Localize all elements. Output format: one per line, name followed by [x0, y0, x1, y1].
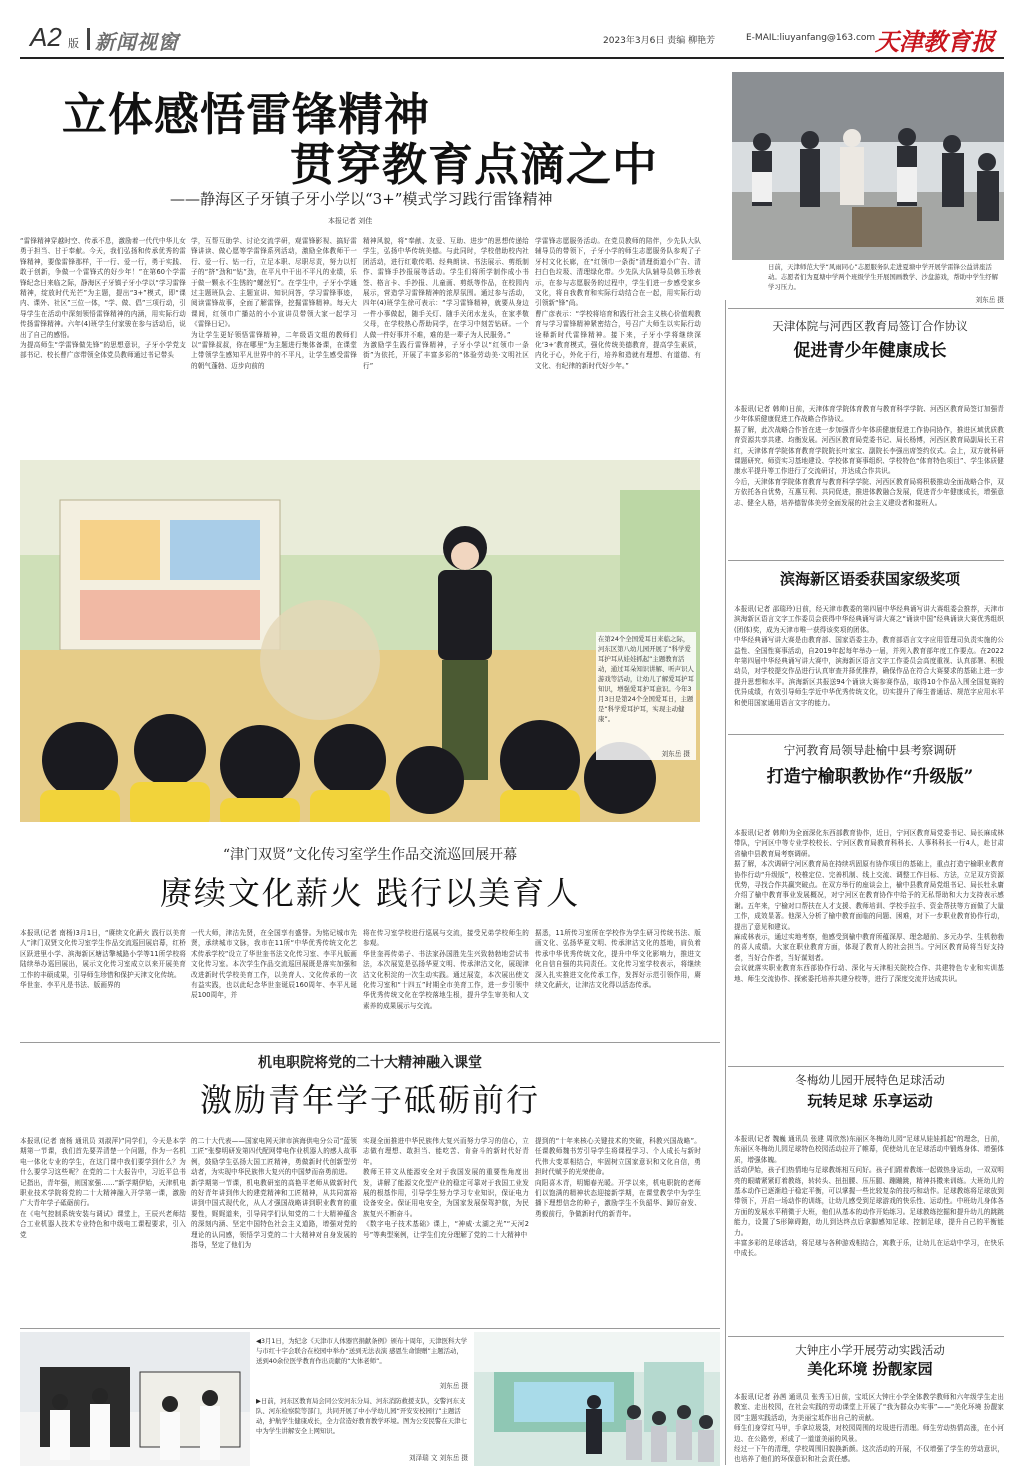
volunteer-photo-caption: 日前，天津师范大学“风雨同心”志愿服务队走进夏塘中学开展学雷锋公益讲座活动。志愿者们为夏塘中学两个班级学生开展国画教学、沙盘游戏，帮助中学生纾解学习压力。 [768, 263, 999, 291]
lead-col-4: 学雷锋志愿服务活动。在党员教师的陪伴，少先队大队辅导员的带领下，子牙小学的师生志愿服务队参观了子牙村文化长廊，在“红领巾一条街”清理街道小广告、清扫白色垃圾、清理绿化带。少先队大队辅导员韩玉珍表示，在参与志愿服务的过程中，学生们进一步感受家乡文化，将自我教育和实际行动结合在一起，用实际行动引领新“锋”尚。 曹广彦表示：“学校将培育和践行社会主义核心价值观教育与学习雷锋精神紧密结合，号召广大师生以实际行动诠释新时代雷锋精神。接下来，子牙小学将继续深化‘3+’教育模式，强化传统美德教育，提高学生素质，内化于心，外化于行，培养和造就有理想、有道德、有文化、有纪律的新时代好少年。” [535, 237, 701, 370]
masthead-rule [20, 57, 1004, 59]
right-rule-4 [728, 1066, 1004, 1067]
lead-title-2: 贯穿教育点滴之中 [290, 138, 659, 191]
right-rule-5 [728, 1336, 1004, 1337]
story2-title: 赓续文化薪火 践行以美育人 [159, 874, 581, 912]
right2-title: 滨海新区语委获国家级奖项 [779, 570, 960, 588]
medical-ceremony-photo [20, 1332, 250, 1466]
story3-title: 激励青年学子砥砺前行 [199, 1081, 540, 1119]
story2-col-3: 将在传习室学校进行巡展与交流，接受兄弟学校师生的参观。 华世奎再传弟子、书法家孙国胜先生兴致勃勃地尝试书法，本次展览是弘扬华夏文明、传承津沽文化，展现津沽文化积淀的一次生动实践。通过展览，本次展出使文化传习室和“十四五”时期全市美育工作，进一步引领中华优秀传统文化在学校落地生根，提升学生审美和人文素养的成果展示与交流。 [363, 929, 529, 1010]
section-marker [87, 28, 90, 50]
story2-col-1: 本报讯(记者 南杨)3月1日，“赓续文化薪火 践行以美育人”津门双贤文化传习室学生作品交流巡回展启幕，红桥区跃进里小学、滨海新区塘沽擎城路小学等11所学校将陆续举办巡回展出，展示文化传习室成立以来开展美育工作的丰硕成果，引导师生珍惜和保护天津文化传统。 华世奎、李平凡是书法、版画界的 [20, 929, 186, 990]
right5-title: 美化环境 扮靓家园 [807, 1360, 933, 1378]
story2-kicker: “津门双贤”文化传习室学生作品交流巡回展开幕 [222, 847, 518, 863]
right4-kicker: 冬梅幼儿园开展特色足球活动 [795, 1073, 945, 1087]
story3-col-2: 的二十大代表——国家电网天津市滨海供电分公司“蓝领工匠”张黎明研发第四代配网带电作业机器人的感人故事例，鼓励学生弘扬大国工匠精神，勇做新时代创新型劳动者，为实现中华民族伟大复兴的中国梦而奋勇前进。 新学期第一节课，机电教研室的高艳平老师从做新时代的好青年讲到伟大的建党精神和工匠精神，从共同富裕讲到中国式现代化，从人才强国战略讲到职业教育的重要性，娓娓道来，引导同学们认知党的二十大精神蕴含的深刻内涵、坚定中国特色社会主义道路，增强对党的理论的认同感，领悟学习党的二十大精神对自身发展的指导，坚定了他们为 [191, 1137, 357, 1250]
safety-education-caption: ▶日前，河东区教育局会同公安河东分局、河东消防救援支队，交警河东支队、河东检察院等部门，共同开展了中小学幼儿园“开安安校园行”主题活动，护航学生健康成长，全力营造好教育教学环境。图为公安民警在天津七中为学生讲解安全上网知识。 [256, 1397, 467, 1435]
story3-col-4: 提到的“十年来核心关键技术的突破，科教兴国战略”。任课教师魏书芳引导学生将课程学习、个人成长与新时代伟大变革相结合，牢固树立国家意识和文化自信，勇担时代赋予的光荣使命。 向阳喜木青，明媚春光暖。开学以来，机电职院的老师们以饱满的精神状态迎接新学期，在课堂教学中为学生播下理想信念的种子，激励学生不负韶华、踔厉奋发、勇毅前行，争做新时代的新青年。 [535, 1137, 701, 1218]
right3-body: 本报讯(记者 韩帅)为全面深化东西部教育协作，近日，宁河区教育局党委书记、局长麻成林带队，宁河区中等专业学校校长、宁河区教育局教育科科长、人事科科长一行4人，赴甘肃省榆中县教育局考察调研。 据了解，本次调研宁河区教育局在持续巩固原有协作项目的基础上，重点打造宁榆职业教育协作行动“升级版”，校椎定位、完善机制、线上交流、调整工作目标、方法，立足双方资源优势，寻找合作共赢突破点。在双方举行的座谈会上，榆中县教育局党组书记、局长牡永庸介绍了榆中教育事业发展概况，对宁河区在教育协作中给予的无私帮助和大力支持表示感谢。五年来，宁榆对口帮扶在人才支援、教师培训、学校手拉手、资金帮扶等方面做了大量工作，成效显著。他深入分析了榆中教育面临的问题、困难，对下一步职业教育协作行动，提出了意见和建议。 麻成林表示，通过实地考察，他感受到榆中教育所蕴深厚、理念超前、多元办学、生机勃勃的喜人成绩。大家在职业教育方面，体现了教育人的社会担当。宁河区教育局将当好支持者，当好合作者，当好谋划者。 会议就落实职业教育东西部协作行动、深化与天津相关院校合作、共建特色专业和实训基地、师生交流协作、探索委托培养共建分校等，进行了深度交流并达成共识。 [734, 829, 1004, 983]
right-column-divider [725, 300, 726, 1465]
masthead [0, 0, 1024, 60]
story3-kicker: 机电职院将党的二十大精神融入课堂 [258, 1055, 482, 1071]
bottom-rule [20, 1328, 720, 1329]
page-number: A2 [30, 22, 62, 52]
right4-body: 本报讯(记者 魏巍 通讯员 张建 周欣然)东丽区冬梅幼儿园“足球从娃娃抓起”的理念，日前，东丽区冬梅幼儿园足球特色校园活动拉开了帷幕，促使幼儿在足球活动中锻炼身体、增强体质，增强体魄。 活动伊始，孩子们热情地与足球教练相互问好。孩子们跟着教练一起做热身运动，一双双明亮的眼睛紧紧盯着教练，转转头、扭扭腰、压压腿、蹦蹦跳，精神抖擞来训练。大班幼儿的基本动作已逐渐趋于稳定平衡，可以掌握一些比较复杂的技巧和动作。足球教练将足球放到带领下，开启一场动作的训练，让幼儿感受到足球游戏的快乐性、运动性。中班幼儿身体各方面的发展水平稍微于大班，他们从基本的动作开始练习。足球教练挖掘和提升幼儿的跳跳能力，设置了S形障碍跑，幼儿到达终点后拿脚感知足球、控制足球，提升自己的平衡能力。 丰富多彩的足球活动，将足球与各种游戏相结合，寓教于乐，让幼儿在运动中学习，在快乐中成长。 [734, 1135, 1004, 1258]
lead-byline: 本报记者 刘佳 [328, 217, 373, 225]
right5-body: 本报讯(记者 孙茜 通讯员 张秀玉)日前，宝坻区大钟庄小学全体教学教师和六年级学生走出教室、走出校园，在社会实践的劳动课堂上开展了“我为群众办实事”——“美化环境 扮靓家园”主题实践活动，为美丽宝坻作出自己的贡献。 师生们身穿红马甲，手拿垃圾袋，对校园周围的垃圾进行清理。师生劳动热情高涨，在小河边、在公路旁，形成了一道道美丽的风景。 经过一下午的清理，学校周围旧貌换新颜。这次活动的开展，不仅增强了学生的劳动意识，也培养了他们的环保意识和社会责任感。 [734, 1393, 1004, 1464]
right1-body: 本报讯(记者 韩帅)日前，天津体育学院体育教育与教育科学学院、河西区教育局签订加强青少年体质健康促进工作战略合作协议。 据了解，此次战略合作旨在进一步加强青少年体质健康促进工作协同协作，推进区域优质教育资源共享共建、均衡发展。河西区教育局党委书记、局长杨博，河西区教育局副局长王君红，天津体育学院体育教育学院院长叶家宝、副院长李强出席签约仪式。会上，双方就科研课题研究、师资实习基地建设、学校体育赛事组织、学校特色“体育特色项目”、学生体质健康水平提升等工作进行了交流研讨，并达成合作共识。 今后，天津体育学院体育教育与教育科学学院、河西区教育局将积极推动全面战略合作，双方依托各自优势，互惠互利、共同促进，推进体教融合发展，促进青少年健康成长，增强意志、健全人格，培养德智体美劳全面发展的社会主义建设者和接班人。 [734, 405, 1004, 507]
volunteer-photo-credit: 刘东岳 摄 [975, 296, 1004, 304]
right-rule-3 [728, 734, 1004, 735]
right5-kicker: 大钟庄小学开展劳动实践活动 [795, 1343, 945, 1357]
lead-title-1: 立体感悟雷锋精神 [62, 88, 431, 141]
safety-education-photo [474, 1332, 720, 1466]
story2-col-2: 一代大师，津沽先贤，在全国享有盛誉。为铭记城市先贤，承续城市文脉，我市在11所“中华优秀传统文化艺术传承学校”设立了华世奎书法文化传习室、李平凡版画文化传习室。本次学生作品交流巡回展既是落实加强和改进新时代学校美育工作，以美育人、文化传承的一次有益实践，也以此纪念华世奎诞辰160周年、李平凡诞辰100周年，并 [191, 929, 357, 1000]
right4-title: 玩转足球 乐享运动 [807, 1092, 933, 1110]
story2-col-4: 据悉，11所传习室所在学校作为学生研习传统书法、版画文化、弘扬华夏文明、传承津沽文化的基地，肩负着传承中华优秀传统文化，提升中华文化影响力，推进文化自信自强的共同责任。文化传习室学校表示，将继续深入扎实推进文化传承工作，发挥好示范引领作用，赓续文化薪火，让津沽文化得以活态传承。 [535, 929, 701, 990]
lead-col-1: “雷锋精神穿越时空、传承不息，激励着一代代中华儿女勇于担当、甘于奉献。今天，我们弘扬和传承优秀的雷锋精神，要像雷锋那样，干一行、爱一行，勇于实践、敢于创新，争做一个雷锋式的好少年！”在第60个学雷锋纪念日来临之际，静海区子牙镇子牙小学以“学习雷锋精神，绽放时代光芒”为主题，提出“3+”模式，即“课内、课外、社区”三位一体，“学、做、倡”三项行动，引导学生在活动中深刻领悟雷锋精神的内涵，用实际行动传扬雷锋精神。六年(4)班学生付家骏在参与活动后，说出了自己的感悟。 为提高师生“学雷锋做先锋”的思想意识，子牙小学党支部书记、校长曹广彦带领全体党员教师通过书记带头 [20, 237, 186, 360]
safety-education-credit: 刘泽瑞 文 刘东岳 摄 [408, 1454, 468, 1462]
right2-body: 本报讯(记者 邵瑞玲)日前，经天津市教委的第四届中华经典诵写讲大赛组委会推荐，天津市滨海新区语言文字工作委员会获得中华经典诵写讲大赛之“诵读中国”经典诵读大赛优秀组织(团体)奖，成为天津市唯一获得该奖项的团体。 中华经典诵写讲大赛是由教育部、国家语委主办，教育部语言文字应用管理司负责实施的公益性、全国性赛事活动，自2019年起每年举办一届，并列入教育部年度工作要点。在2022年第四届中华经典诵写讲大赛中，滨海新区语言文字工作委员会高度重视、认真部署、积极动员，对学校提交作品进行认真审查并择优推荐，确保作品在符合大赛要求的基础上进一步提升思想和水平。滨海新区共报送94个诵读大赛参赛作品，取得10个作品入围全国复赛的优异成绩，有效引导师生学近中华优秀传统文化，切实提升了师生普通话、规范字应用水平和使用国家通用语言文字的能力。 [734, 605, 1004, 707]
right1-kicker: 天津体院与河西区教育局签订合作协议 [772, 319, 968, 333]
section-title: 新闻视窗 [95, 30, 179, 54]
right-rule-2 [728, 560, 1004, 561]
kindergarten-photo-caption: 在第24个全国爱耳日来临之际，河东区第八幼儿园开展了“科学爱耳护耳从娃娃抓起”主题教育活动，通过耳朵知识讲解、听声识人游戏等活动，让幼儿了解爱耳护耳知识，增强爱耳护耳意识。今年3月3日是第24个全国爱耳日，主题是“科学爱耳护耳，实现主动健康”。 [596, 632, 696, 760]
date-editor: 2023年3月6日 责编 柳艳芳 [603, 36, 716, 46]
paper-logo: 天津教育报 [875, 27, 995, 56]
medical-ceremony-credit: 刘东岳 摄 [439, 1382, 468, 1390]
story3-col-1: 本报讯(记者 南杨 通讯员 刘淑萍)“同学们，今天是本学期第一节课，我们首先要弄清楚一个问题，作为一名机电一体化专业的学生，在这门课中我们要学到什么？为什么要学习这些呢？在党的二十大报告中，习近平总书记指出，青年强，则国家强……”新学期伊始，天津机电职业技术学院将党的二十大精神融入开学第一课，激励广大青年学子砥砺前行。 在《电气控制系统安装与调试》课堂上，王辰兴老师结合工业机器人技术专业特色和中级电工课程要求，引入党 [20, 1137, 186, 1239]
medical-ceremony-caption: ◀3月1日，为纪念《天津市人体器官捐献条例》颁布十周年，天津医科大学与市红十字会联合在校园中举办“送到无法表演 感恩生命馈赠”主题活动，送到40余位医学教育作出贡献的“大体老师”。 [256, 1337, 468, 1365]
right3-kicker: 宁河教育局领导赴榆中县考察调研 [783, 743, 957, 757]
story3-rule [20, 1042, 720, 1043]
lead-subtitle: ——静海区子牙镇子牙小学以“3+”模式学习践行雷锋精神 [170, 190, 553, 208]
lead-col-3: 精神风貌，将“奉献、友爱、互助、进步”的思想传递给学生，弘扬中华传统美德。与此同时，学校借助校内社团活动，进行红歌传唱、经典朗读、书法展示、剪纸制作、雷锋手抄报展等活动。学生们将所学制作成小书签、格言卡、手抄报、儿童画、剪纸等作品，在校园内展示，营造学习雷锋精神的浓厚氛围。通过参与活动，四年(4)班学生徐可表示：“学习雷锋精神，就要从身边一件小事做起，随手关灯、随手关闭水龙头，在家孝敬父母，在学校热心帮助同学，在学习中刻苦钻研。一个人做一件好事并不难，难的是一辈子为人民服务。” 为激励学生践行雷锋精神，子牙小学以“红领巾一条街”为依托，开展了丰富多彩的“体验劳动美·文明社区行” [363, 237, 529, 370]
lead-col-2: 学，互帮互助学、讨论交流学研，观雷锋影视、搞好雷锋讲读、做心愿等学雷锋系列活动，激励全体教师干一行、爱一行、钻一行，立足本职、尽职尽责，努力以钉子的“挤”劲和“钻”劲，在平凡中干出不平凡的业绩，乐于做一颗永不生锈的“螺丝钉”。在学生中，子牙小学通过主题班队会、主题宣讲、知识问答，学习雷锋事迹，阅读雷锋故事，全面了解雷锋，挖掘雷锋精神。每天大课间，红领巾广播站的小小宣讲员带领大家一起学习《雷锋日记》。 为让学生更好领悟雷锋精神，二年级语文组的教师们以“雷锋叔叔，你在哪里”为主题进行集体备课，在课堂上带领学生感知平凡世界中的不平凡，让学生感受雷锋的朝气蓬勃、迈步向前的 [191, 237, 357, 370]
right-rule-1 [728, 308, 1004, 309]
right1-title: 促进青少年健康成长 [793, 341, 947, 361]
right3-title: 打造宁榆职教协作“升级版” [766, 767, 974, 787]
page-suffix: 版 [68, 37, 79, 50]
story3-col-3: 实现全面推进中华民族伟大复兴而努力学习的信心，立志做有理想、敢担当、能吃苦、肯奋斗的新时代好青年。 教师王祥文从能源安全对于我国发展的重要性角度出发，讲解了能源文化型产业的稳定可靠对于我国工业发展的根基作用，引导学生努力学习专业知识，保证电力设备安全。保证用电安全，为国家发展保驾护航，为民族复兴不断奋斗。 《数字电子技术基础》课上，“神威·太湖之光”“天河2号”等典型案例，让学生们充分理解了党的二十大精神中 [363, 1137, 529, 1239]
email: E-MAIL:liuyanfang@163.com [746, 33, 876, 43]
kindergarten-photo-credit: 刘东岳 摄 [661, 750, 690, 758]
volunteer-photo [732, 72, 1004, 260]
